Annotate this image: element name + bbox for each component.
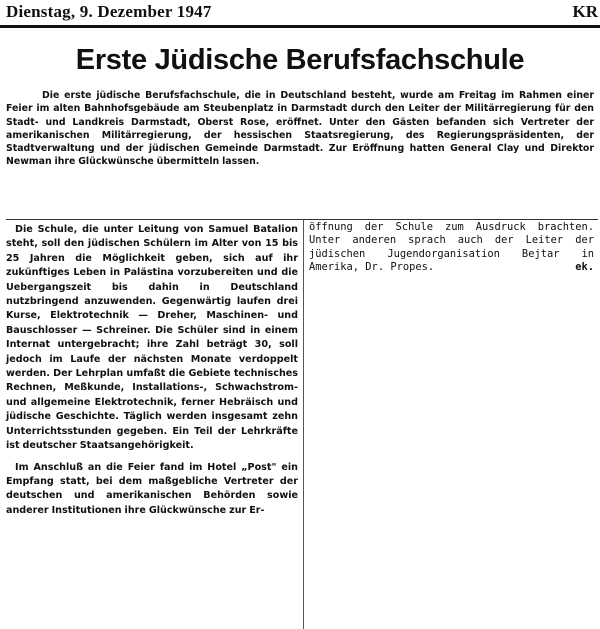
body-paragraph-2: Im Anschluß an die Feier fand im Hotel „Post" ein Empfang statt, bei dem maßgebliche Vertreter der deutschen und amerikanischen Behörden sowie anderer Institutionen ihre Glückwünsche zur Er- [6, 461, 298, 516]
dateline: Dienstag, 9. Dezember 1947 [6, 2, 212, 21]
article-body-left-column [6, 223, 298, 525]
lead-separator-rule [6, 219, 598, 220]
newspaper-name-fragment: KR [572, 2, 598, 21]
article-headline: Erste Jüdische Berufsfachschule [75, 44, 525, 76]
author-signature: ek. [575, 261, 594, 274]
article-lead: Die erste jüdische Berufsfachschule, die in Deutschland besteht, wurde am Freitag im Rahmen einer Feier im alten Bahnhofsgebäude am Steubenplatz in Darmstadt durch den Leiter der Militärregierung für den Stadt- und Landkreis Darmstadt, Oberst Rose, eröffnet. Unter den Gästen befanden sich Vertreter der amerikanischen Militärregierung, der hessischen Staatsregierung, des Regierungspräsidenten, der Stadtverwaltung und der jüdischen Gemeinde Darmstadt. Zur Eröffnung hatten General Clay und Direktor Newman ihre Glückwünsche übermitteln lassen. [6, 90, 594, 168]
body-paragraph-1: Die Schule, die unter Leitung von Samuel Batalion steht, soll den jüdischen Schülern im Alter von 15 bis 25 Jahren die Möglichkeit geben, sich auf ihr zukünftiges Leben in Palästina vorzubereiten und die Uebergangszeit bis dahin in Deutschland nutzbringend anzuwenden. Gegenwärtig laufen drei Kurse, Elektrotechnik — Dreher, Maschinen- und Bauschlosser — Schreiner. Die Schüler sind in einem Internat untergebracht; ihre Zahl beträgt 30, soll jedoch im Laufe der nächsten Monate verdoppelt werden. Der Lehrplan umfaßt die Gebiete technisches Rechnen, Meßkunde, Installations-, Schwachstrom- und allgemeine Elektrotechnik, ferner Hebräisch und jüdische Geschichte. Täglich werden insgesamt zehn Unterrichtsstunden gegeben. Ein Teil der Lehrkräfte ist deutscher Staatsangehörigkeit. [6, 224, 298, 452]
header-rule [0, 25, 600, 28]
column-divider [303, 219, 304, 629]
continuation-text: öffnung der Schule zum Ausdruck brachten. Unter anderen sprach auch der Leiter der jüdischen Jugendorganisation Bejtar in Amerika, Dr. Propes. [309, 221, 594, 274]
article-body-right-column [309, 221, 594, 275]
body-paragraph-continuation [309, 221, 594, 275]
